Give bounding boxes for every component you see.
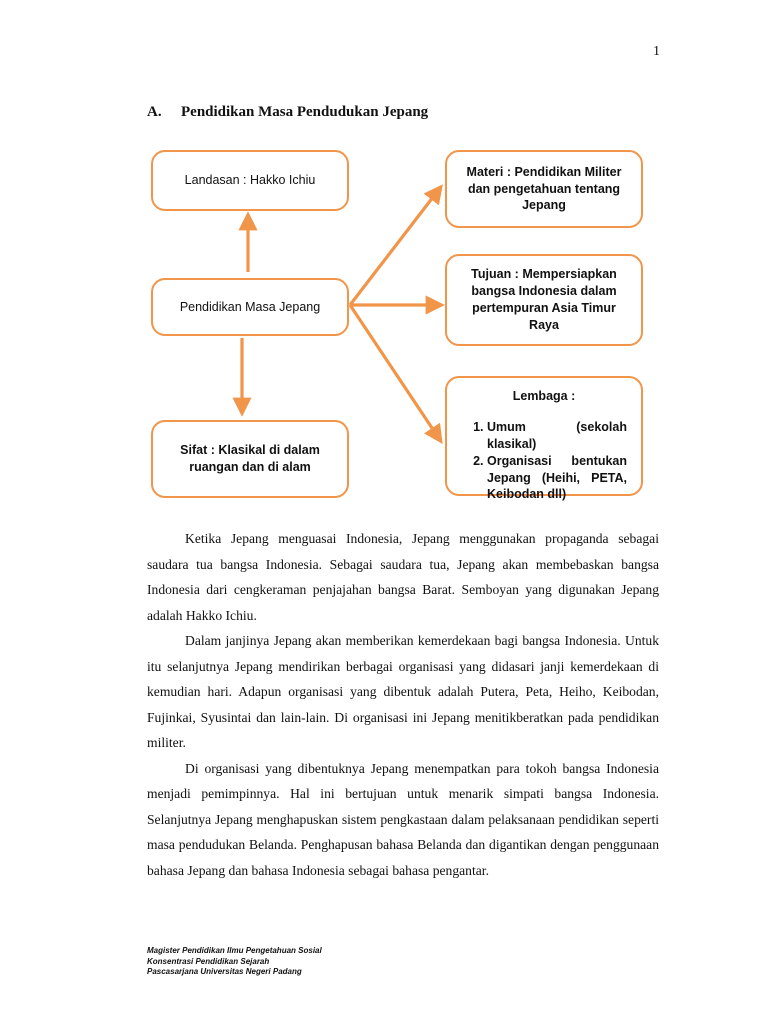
section-title: Pendidikan Masa Pendudukan Jepang: [181, 104, 429, 120]
box-sifat: Sifat : Klasikal di dalam ruangan dan di alam: [151, 420, 349, 498]
section-number: A.: [147, 104, 162, 120]
box-lembaga: [445, 376, 643, 502]
footer-line: Magister Pendidikan Ilmu Pengetahuan Sosial: [147, 946, 322, 955]
footer: [147, 946, 322, 978]
lembaga-item: 2. Organisasi bentukan Jepang (Heihi, PETA, Keibodan dll): [487, 453, 627, 504]
lembaga-title: Lembaga :: [512, 389, 576, 403]
box-landasan: Landasan : Hakko Ichiu: [151, 150, 349, 211]
box-pendidikan-masa-jepang: Pendidikan Masa Jepang: [151, 278, 349, 336]
box-tujuan: Tujuan : Mempersiapkan bangsa Indonesia dalam pertempuran Asia Timur Raya: [445, 254, 643, 346]
arrow-to-lembaga: [350, 305, 440, 440]
body-text: [147, 526, 659, 883]
lembaga-list: [461, 419, 627, 503]
footer-line: Konsentrasi Pendidikan Sejarah: [147, 956, 270, 966]
page-number: 1: [653, 44, 660, 59]
box-materi: Materi : Pendidikan Militer dan pengetahuan tentang Jepang: [445, 150, 643, 228]
arrow-to-materi: [350, 188, 440, 305]
paragraph: Ketika Jepang menguasai Indonesia, Jepang menggunakan propaganda sebagai saudara tua bangsa Indonesia. Sebagai saudara tua, Jepang akan membebaskan bangsa Indonesia dari cengkeraman penjajahan bangsa Barat. Semboyan yang digunakan Jepang adalah Hakko Ichiu.: [147, 531, 659, 623]
footer-line: Pascasarjana Universitas Negeri Padang: [147, 967, 302, 976]
lembaga-item: 1. Umum (sekolah klasikal): [487, 419, 627, 453]
paragraph: Di organisasi yang dibentuknya Jepang menempatkan para tokoh bangsa Indonesia menjadi pemimpinnya. Hal ini bertujuan untuk menarik simpati bangsa Indonesia. Selanjutnya Jepang menghapuskan sistem pengkastaan dalam pelaksanaan pendidikan seperti masa pendudukan Belanda. Penghapusan bahasa Belanda dan digantikan dengan penggunaan bahasa Jepang dan bahasa Indonesia sebagai bahasa pengantar.: [147, 760, 659, 878]
paragraph: Dalam janjinya Jepang akan memberikan kemerdekaan bagi bangsa Indonesia. Untuk itu selanjutnya Jepang mendirikan berbagai organisasi yang didasari janji kemerdekaan di kemudian hari. Adapun organisasi yang dibentuk adalah Putera, Peta, Heiho, Keibodan, Fujinkai, Syusintai dan lain-lain. Di organisasi ini Jepang menitikberatkan pada pendidikan militer.: [147, 633, 659, 750]
